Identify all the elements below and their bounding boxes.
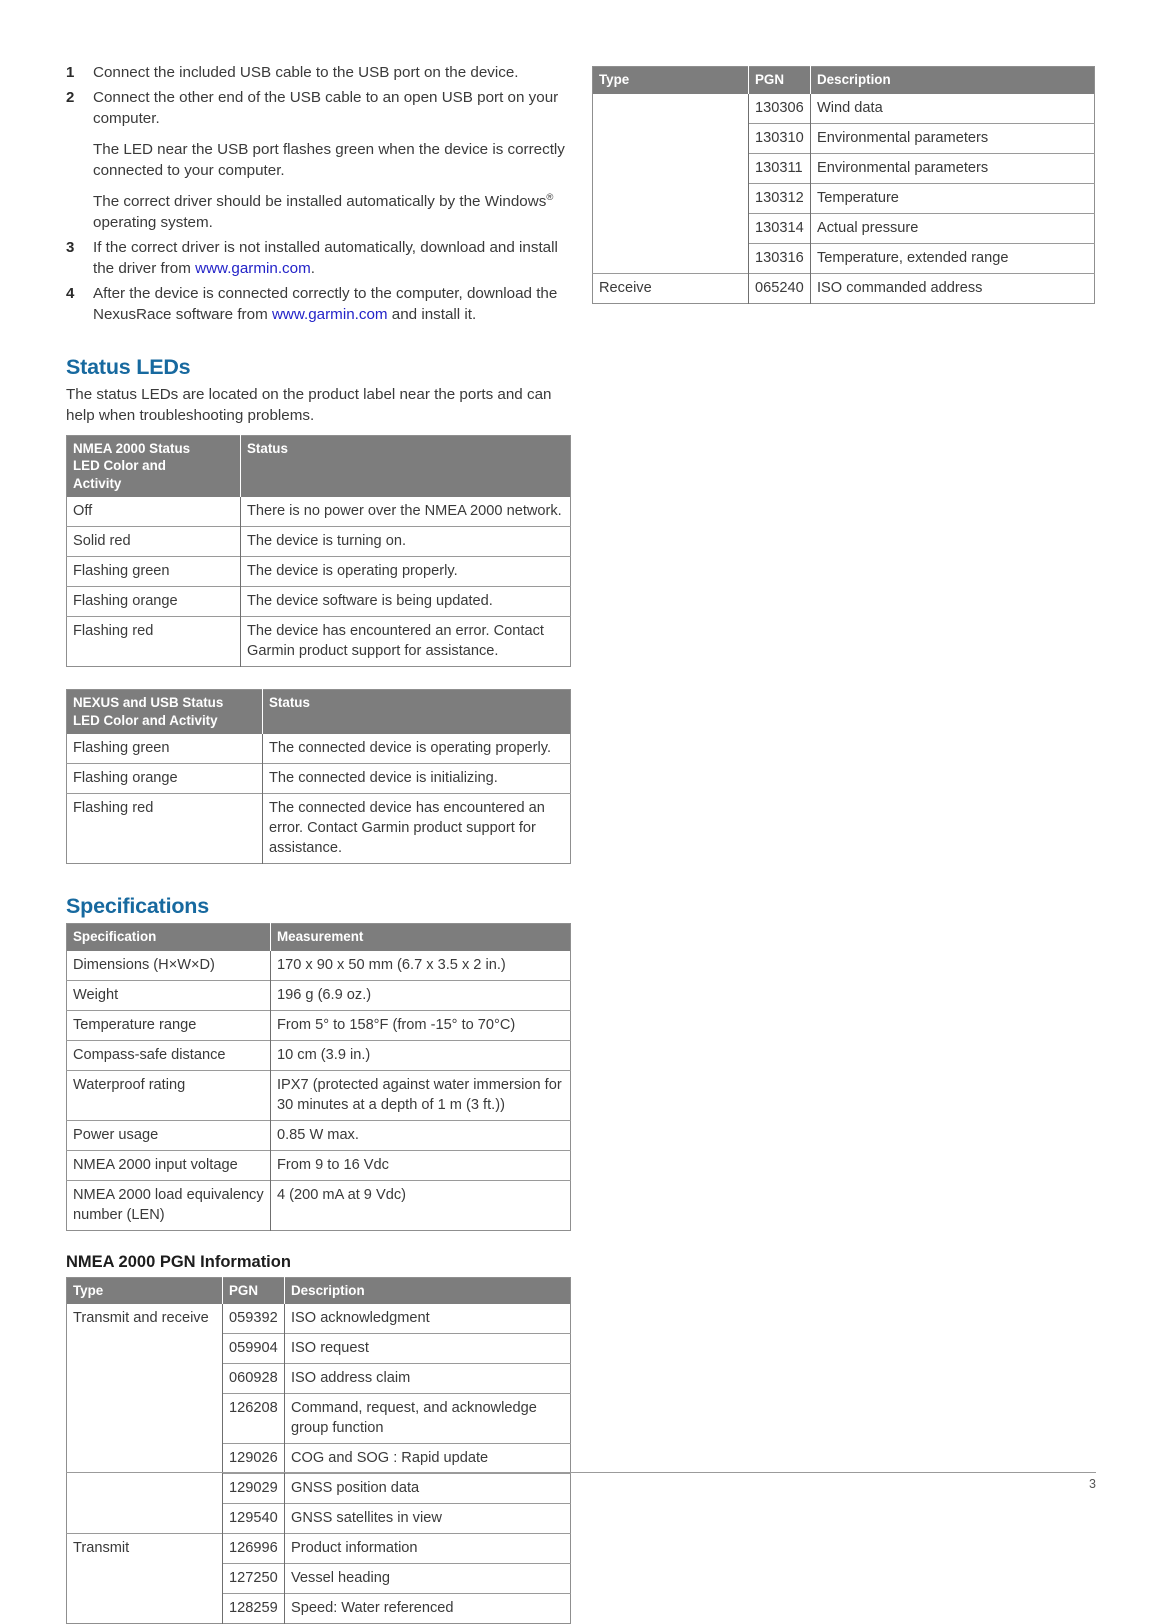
header-line: LED Color and: [73, 458, 166, 473]
step-paragraph: [93, 283, 570, 326]
step-number: 1: [66, 62, 84, 84]
step-paragraph: Connect the other end of the USB cable to an open USB port on your computer.: [93, 87, 570, 130]
step-body: [93, 283, 570, 326]
cell-status: The connected device has encountered an error. Contact Garmin product support for assistance.: [263, 794, 571, 864]
column-header-description: Description: [285, 1277, 571, 1304]
cell-description: Actual pressure: [811, 213, 1095, 243]
right-column: [592, 66, 1094, 304]
specifications-heading: Specifications: [66, 894, 570, 919]
cell-pgn: 059904: [223, 1334, 285, 1364]
cell-pgn: 065240: [749, 273, 811, 303]
header-line: LED Color and Activity: [73, 713, 218, 728]
cell-description: Environmental parameters: [811, 123, 1095, 153]
cell-value: IPX7 (protected against water immersion for 30 minutes at a depth of 1 m (3 ft.)): [271, 1070, 571, 1120]
table-row: [67, 1304, 571, 1334]
cell-status: The connected device is initializing.: [263, 764, 571, 794]
cell-type: Receive: [593, 273, 749, 303]
table-row: [67, 1040, 571, 1070]
step-body: [93, 87, 570, 234]
step-note: [93, 191, 570, 234]
procedure-step: [66, 237, 570, 280]
cell-led: Flashing green: [67, 734, 263, 764]
column-header-status: Status: [263, 690, 571, 735]
step-body: [93, 237, 570, 280]
step-note-text-tail: operating system.: [93, 214, 213, 231]
table-row: [67, 497, 571, 527]
cell-pgn: 129029: [223, 1474, 285, 1504]
cell-pgn: 130310: [749, 123, 811, 153]
cell-led: Off: [67, 497, 241, 527]
step-note: The LED near the USB port flashes green when the device is correctly connected to your computer.: [93, 139, 570, 182]
cell-status: The device software is being updated.: [241, 587, 571, 617]
cell-type: Transmit: [67, 1534, 223, 1624]
cell-pgn: 129026: [223, 1444, 285, 1474]
step-paragraph: [93, 237, 570, 280]
left-column: [66, 62, 570, 1624]
table-row: [67, 764, 571, 794]
cell-spec: Dimensions (H×W×D): [67, 951, 271, 981]
cell-pgn: 130312: [749, 183, 811, 213]
step-paragraph: Connect the included USB cable to the USB port on the device.: [93, 62, 570, 84]
cell-led: Solid red: [67, 527, 241, 557]
registered-trademark-icon: ®: [546, 191, 553, 202]
step-text-tail: .: [311, 260, 315, 277]
step-text: If the correct driver is not installed automatically, download and install the driver from: [93, 239, 558, 278]
cell-description: Temperature, extended range: [811, 243, 1095, 273]
cell-spec: Power usage: [67, 1120, 271, 1150]
step-text-tail: and install it.: [388, 306, 477, 323]
cell-status: The device has encountered an error. Contact Garmin product support for assistance.: [241, 617, 571, 667]
table-row: [67, 794, 571, 864]
page-footer: [66, 1472, 1096, 1491]
procedure-step: [66, 283, 570, 326]
cell-spec: Compass-safe distance: [67, 1040, 271, 1070]
cell-value: 170 x 90 x 50 mm (6.7 x 3.5 x 2 in.): [271, 951, 571, 981]
cell-description: Temperature: [811, 183, 1095, 213]
table-row: [67, 1070, 571, 1120]
cell-spec: Temperature range: [67, 1010, 271, 1040]
column-header-led-color: [67, 435, 241, 497]
table-row: [67, 587, 571, 617]
cell-status: The device is turning on.: [241, 527, 571, 557]
table-header-row: [593, 67, 1095, 94]
nexus-usb-status-led-table: [66, 689, 571, 864]
pgn-continued-table: [592, 66, 1095, 304]
cell-pgn: 130316: [749, 243, 811, 273]
cell-pgn: 126208: [223, 1394, 285, 1444]
procedure-step: [66, 87, 570, 234]
column-header-led-color: [67, 690, 263, 735]
table-row: [67, 1180, 571, 1230]
cell-pgn: 128259: [223, 1594, 285, 1624]
cell-pgn: 059392: [223, 1304, 285, 1334]
nmea-status-led-table: [66, 435, 571, 668]
table-row: [67, 1534, 571, 1564]
table-row: [67, 980, 571, 1010]
column-header-pgn: PGN: [223, 1277, 285, 1304]
step-number: 4: [66, 283, 84, 305]
cell-description: ISO commanded address: [811, 273, 1095, 303]
column-header-measurement: Measurement: [271, 924, 571, 951]
table-row: [67, 1150, 571, 1180]
cell-status: There is no power over the NMEA 2000 network.: [241, 497, 571, 527]
cell-pgn: 060928: [223, 1364, 285, 1394]
table-row: [67, 1010, 571, 1040]
cell-led: Flashing red: [67, 794, 263, 864]
header-line: NEXUS and USB Status: [73, 695, 223, 710]
cell-description: Wind data: [811, 94, 1095, 124]
cell-pgn: 129540: [223, 1504, 285, 1534]
cell-description: Vessel heading: [285, 1564, 571, 1594]
cell-description: COG and SOG : Rapid update: [285, 1444, 571, 1474]
table-row: [67, 617, 571, 667]
table-header-row: [67, 690, 571, 735]
column-header-type: Type: [593, 67, 749, 94]
column-header-pgn: PGN: [749, 67, 811, 94]
cell-spec: NMEA 2000 load equivalency number (LEN): [67, 1180, 271, 1230]
cell-pgn: 130311: [749, 153, 811, 183]
step-number: 2: [66, 87, 84, 109]
specifications-table: [66, 923, 571, 1231]
cell-value: 10 cm (3.9 in.): [271, 1040, 571, 1070]
cell-spec: NMEA 2000 input voltage: [67, 1150, 271, 1180]
cell-type: Transmit and receive: [67, 1304, 223, 1534]
status-leds-intro: The status LEDs are located on the product label near the ports and can help when troubleshooting problems.: [66, 384, 570, 427]
garmin-link[interactable]: www.garmin.com: [195, 260, 311, 277]
cell-status: The connected device is operating properly.: [263, 734, 571, 764]
procedure-steps: [66, 62, 570, 326]
cell-description: ISO acknowledgment: [285, 1304, 571, 1334]
cell-description: Product information: [285, 1534, 571, 1564]
cell-type: [593, 94, 749, 274]
header-line: NMEA 2000 Status: [73, 441, 190, 456]
cell-led: Flashing red: [67, 617, 241, 667]
cell-led: Flashing orange: [67, 764, 263, 794]
cell-pgn: 127250: [223, 1564, 285, 1594]
cell-description: Environmental parameters: [811, 153, 1095, 183]
cell-description: Speed: Water referenced: [285, 1594, 571, 1624]
garmin-link[interactable]: www.garmin.com: [272, 306, 388, 323]
pgn-information-table: [66, 1277, 571, 1624]
cell-pgn: 130314: [749, 213, 811, 243]
cell-led: Flashing orange: [67, 587, 241, 617]
cell-description: GNSS position data: [285, 1474, 571, 1504]
column-header-type: Type: [67, 1277, 223, 1304]
cell-led: Flashing green: [67, 557, 241, 587]
cell-value: From 9 to 16 Vdc: [271, 1150, 571, 1180]
header-line: Activity: [73, 476, 121, 491]
table-header-row: [67, 924, 571, 951]
table-row: [593, 273, 1095, 303]
cell-spec: Waterproof rating: [67, 1070, 271, 1120]
step-note-text: The correct driver should be installed automatically by the Windows: [93, 193, 546, 210]
cell-pgn: 130306: [749, 94, 811, 124]
cell-value: 0.85 W max.: [271, 1120, 571, 1150]
cell-spec: Weight: [67, 980, 271, 1010]
cell-description: ISO address claim: [285, 1364, 571, 1394]
procedure-step: [66, 62, 570, 84]
table-row: [67, 951, 571, 981]
pgn-information-heading: NMEA 2000 PGN Information: [66, 1253, 570, 1272]
cell-status: The device is operating properly.: [241, 557, 571, 587]
table-row: [67, 557, 571, 587]
step-number: 3: [66, 237, 84, 259]
table-header-row: [67, 1277, 571, 1304]
table-row: [593, 94, 1095, 124]
column-header-specification: Specification: [67, 924, 271, 951]
cell-description: ISO request: [285, 1334, 571, 1364]
table-row: [67, 1120, 571, 1150]
status-leds-heading: Status LEDs: [66, 355, 570, 380]
cell-description: GNSS satellites in view: [285, 1504, 571, 1534]
table-row: [67, 527, 571, 557]
page-number: 3: [66, 1473, 1096, 1491]
cell-pgn: 126996: [223, 1534, 285, 1564]
cell-value: 4 (200 mA at 9 Vdc): [271, 1180, 571, 1230]
column-header-description: Description: [811, 67, 1095, 94]
table-header-row: [67, 435, 571, 497]
cell-value: From 5° to 158°F (from -15° to 70°C): [271, 1010, 571, 1040]
step-text: After the device is connected correctly to the computer, download the NexusRace software from: [93, 285, 557, 324]
step-body: [93, 62, 570, 84]
cell-description: Command, request, and acknowledge group function: [285, 1394, 571, 1444]
cell-value: 196 g (6.9 oz.): [271, 980, 571, 1010]
column-header-status: Status: [241, 435, 571, 497]
table-row: [67, 734, 571, 764]
